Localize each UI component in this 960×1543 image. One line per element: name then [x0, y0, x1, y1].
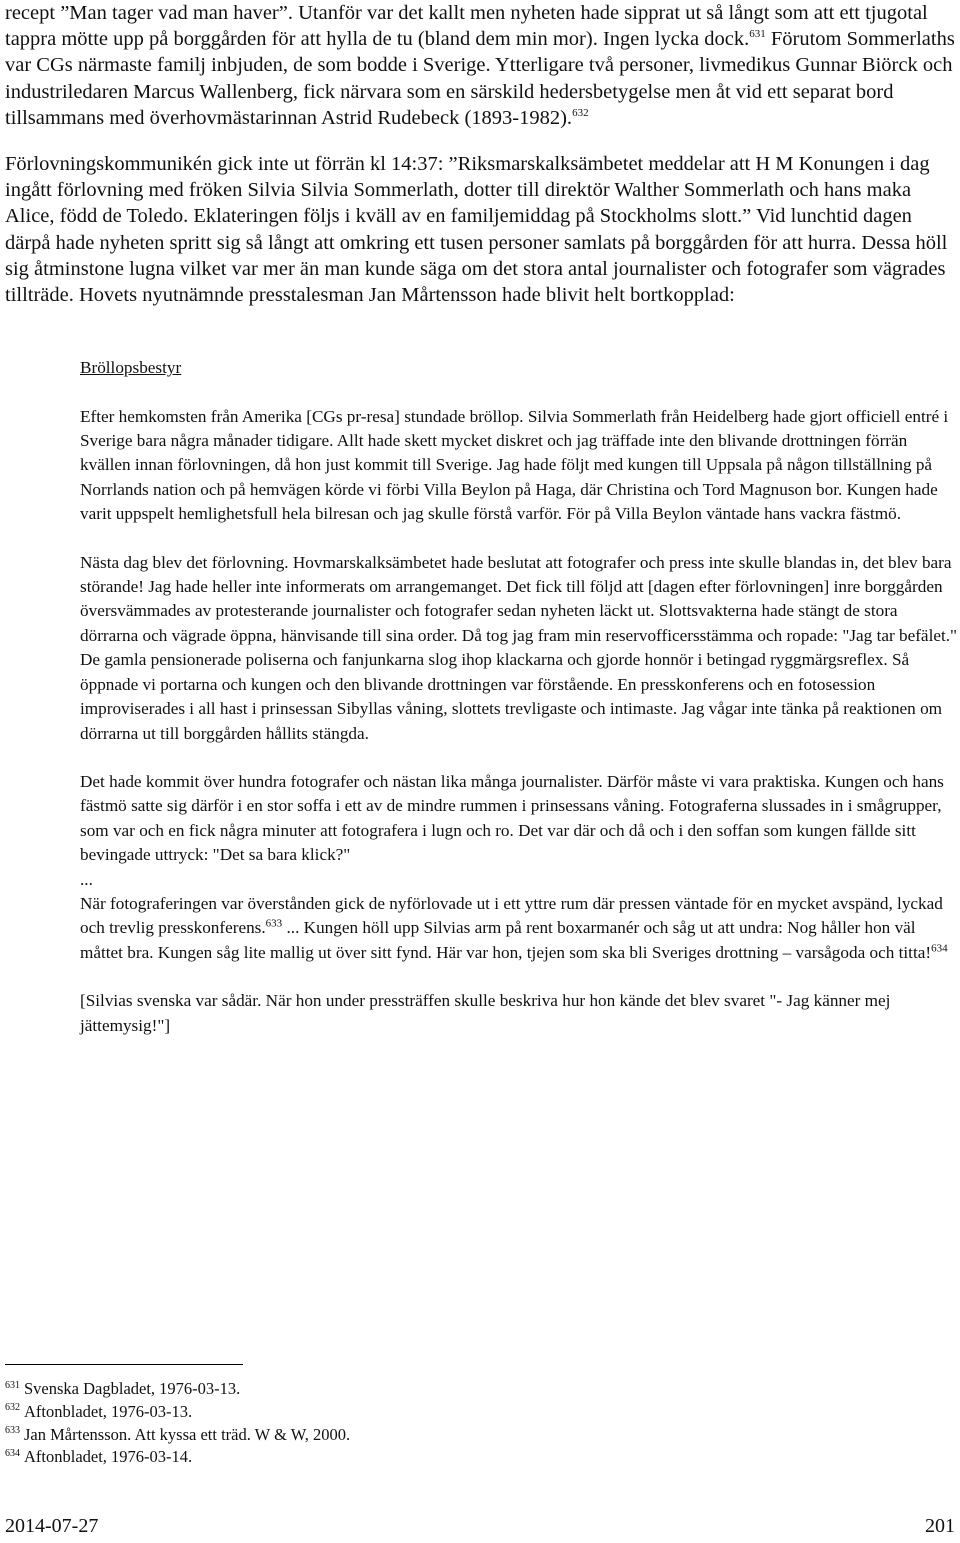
footnote-ref-634[interactable]: 634	[931, 942, 948, 955]
page-footer	[5, 1515, 955, 1538]
block-quote	[80, 356, 960, 1038]
footnotes	[5, 1378, 350, 1469]
footnote-ref-632[interactable]: 632	[572, 106, 589, 119]
footnote-631: $^{631}$ Svenska Dagbladet, 1976-03-13.	[5, 1379, 241, 1398]
quote-title: Bröllopsbestyr	[80, 358, 182, 378]
quote-paragraph-1: Efter hemkomsten från Amerika [CGs pr-resa] stundade bröllop. Silvia Sommerlath från Heidelberg hade gjort officiell entré i Sverige bara några månader tidigare. Allt hade skett mycket diskret och jag träffade inte den blivande drottningen förrän kvällen innan förlovningen, då hon just kommit till Sverige. Jag hade följt med kungen till Uppsala på någon tillställning på Norrlands nation och på hemvägen körde vi förbi Villa Beylon på Haga, där Christina och Tord Magnuson bor. Kungen hade varit uppspelt hemlighetsfull hela bilresan och jag skulle förstå varför. För på Villa Beylon väntade hans vackra fästmö.	[80, 406, 949, 524]
footnote-ref-633[interactable]: 633	[265, 917, 283, 930]
footnote-634: $^{634}$ Aftonbladet, 1976-03-14.	[5, 1447, 193, 1467]
footnote-divider	[5, 1364, 243, 1365]
footnote-632: $^{632}$ Aftonbladet, 1976-03-13.	[5, 1401, 193, 1421]
footnote-ref-631[interactable]: 631	[749, 28, 766, 41]
quote-paragraph-5: [Silvias svenska var sådär. När hon under pressträffen skulle beskriva hur hon kände det blev svaret "- Jag känner mej jättemysig!"]	[80, 991, 891, 1035]
quote-paragraph-2: Nästa dag blev det förlovning. Hovmarskalksämbetet hade beslutat att fotografer och press inte skulle blandas in, det blev bara störande! Jag hade heller inte informerats om arrangemanget. Det fick till följd att [dagen efter förlovningen] inre borggården översvämmades av protesterande journalister och fotografer sedan nyheten läckt ut. Slottsvakterna hade stängt de stora dörrarna och vägrade öppna, hänvisande till sina order. Då tog jag fram min reservofficersstämma och ropade: "Jag tar befälet." De gamla pensionerade poliserna och fanjunkarna slog ihop klackarna och gjorde honnör i betingad ryggmärgsreflex. Så öppnade vi portarna och kungen och den blivande drottningen var förstående. En presskonferens och en fotosession improviserades i all hast i prinsessan Sibyllas våning, slottets trevligaste och intimaste. Jag vågar inte tänka på reaktionen om dörrarna ut till borggården hållits stängda.	[80, 552, 958, 743]
quote-ellipsis: ...	[80, 869, 93, 889]
body-paragraph-2: Förlovningskommunikén gick inte ut förrän kl 14:37: ”Riksmarskalksämbetet meddelar att H M Konungen i dag ingått förlovning med fröken Silvia Silvia Sommerlath, dotter till direktör Walther Sommerlath och hans maka Alice, född de Toledo. Eklateringen följs i kväll av en familjemiddag på Stockholms slott.” Vid lunchtid dagen därpå hade nyheten spritt sig så långt att omkring ett tusen personer samlats på borggården för att hurra. Dessa höll sig åtminstone lugna vilket var mer än man kunde säga om det stora antal journalister och fotografer som vägrades tillträde. Hovets nyutnämnde presstalesman Jan Mårtensson hade blivit helt bortkopplad:	[5, 153, 948, 307]
footer-date: 2014-07-27	[5, 1515, 99, 1537]
quote-paragraph-3: Det hade kommit över hundra fotografer och nästan lika många journalister. Därför måste vi vara praktiska. Kungen och hans fästmö satte sig därför i en stor soffa i ett av de mindre rummen i prinsessans våning. Fotograferna slussades in i smågrupper, som var och en fick några minuter att fotografera i lugn och ro. Det var där och då och i den soffan som kungen fällde sitt bevingade uttryck: "Det sa bara klick?"	[80, 771, 944, 865]
body-paragraph-1: recept ”Man tager vad man haver”. Utanför var det kallt men nyheten hade sipprat ut så långt som att ett tjugotal tappra mötte upp på borggården för att hylla de tu (bland dem min mor). Ingen lycka dock.$^{631}$ Förutom Sommerlaths var CGs närmaste familj inbjuden, de som bodde i Sverige. Ytterligare två personer, livmedikus Gunnar Biörck och industriledaren Marcus Wallenberg, fick närvara som en särskild hedersbetygelse men åt vid ett separat bord tillsammans med överhovmästarinnan Astrid Rudebeck (1893-1982).$^{632}$	[5, 2, 955, 129]
quote-paragraph-4: När fotograferingen var överstånden gick de nyförlovade ut i ett yttre rum där pressen väntade för en mycket avspänd, lyckad och trevlig presskonferens.$^{633}$ ... Kungen höll upp Silvias arm på rent boxarmanér och såg ut att undra: Nog håller hon väl måttet bra. Kungen såg lite mallig ut över sitt fynd. Här var hon, tjejen som ska bli Sveriges drottning – varsågoda och titta!$^{634}$	[80, 893, 948, 962]
document-page	[5, 0, 958, 1537]
footnote-633: $^{633}$ Jan Mårtensson. Att kyssa ett träd. W & W, 2000.	[5, 1424, 351, 1444]
page-number: 201	[925, 1515, 955, 1537]
